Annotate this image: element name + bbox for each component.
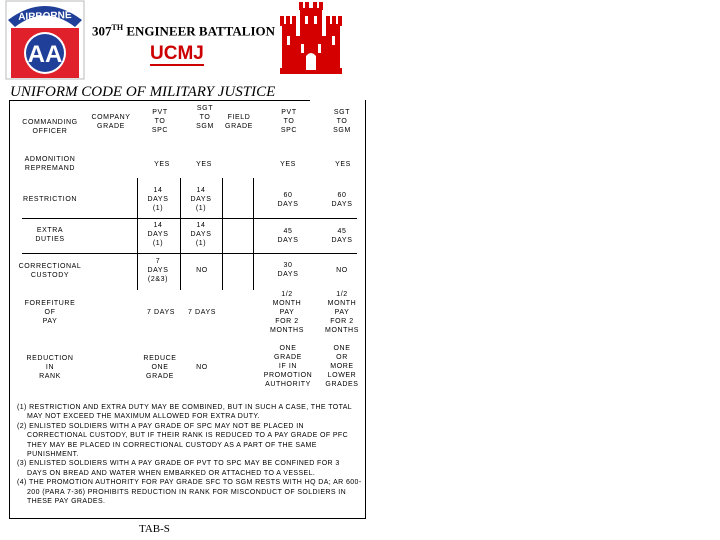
fg-sgt-cell: 60 DAYS — [331, 192, 353, 208]
row-label: EXTRA DUTIES — [35, 227, 65, 243]
grid-line — [22, 253, 357, 254]
cg-pvt-cell: 14 DAYS (1) — [147, 187, 169, 212]
aa-text: AA — [27, 41, 63, 68]
cg-pvt-cell: REDUCE ONE GRADE — [143, 355, 177, 380]
fg-sgt-cell: YES — [335, 161, 351, 168]
cg-sgt-cell: 14 DAYS (1) — [190, 187, 212, 212]
fg-sgt-cell: NO — [336, 267, 348, 274]
fg-pvt-cell: ONE GRADE IF IN PROMOTION AUTHORITY — [263, 345, 313, 388]
cg-sgt-cell: NO — [196, 364, 208, 371]
footnotes — [17, 403, 362, 506]
header-cg-sgt-sgm: SGT TO SGM — [196, 105, 214, 130]
grid-line — [180, 178, 181, 290]
fg-pvt-cell: 30 DAYS — [277, 262, 299, 278]
footnote: (1) RESTRICTION AND EXTRA DUTY MAY BE COMBINED, BUT IN SUCH A CASE, THE TOTAL MAY NOT EXCEED THE MAXIMUM ALLOWED FOR EXTRA DUTY. — [17, 404, 352, 421]
row-label: FOREFITURE OF PAY — [24, 300, 76, 325]
airborne-tab-text: AIRBORNE — [18, 10, 72, 23]
battalion-header: 307TH ENGINEER BATTALION — [92, 23, 275, 39]
fg-pvt-cell: 1/2 MONTH PAY FOR 2 MONTHS — [270, 291, 304, 334]
cg-pvt-cell: 7 DAYS — [147, 309, 175, 316]
grid-line — [253, 178, 254, 290]
fg-sgt-cell: 1/2 MONTH PAY FOR 2 MONTHS — [325, 291, 359, 334]
cg-sgt-cell: NO — [196, 267, 208, 274]
airborne-patch-logo — [5, 0, 85, 80]
header-commanding-officer: COMMANDING OFFICER — [22, 119, 78, 135]
header-field-grade: FIELD GRADE — [225, 114, 253, 130]
footnote: (4) THE PROMOTION AUTHORITY FOR PAY GRADE SFC TO SGM RESTS WITH HQ DA; AR 600-200 (PARA 7-36) PROHIBITS REDUCTION IN RANK FOR MISCONDUCT OF SOLDIERS IN THESE PAY GRADES. — [17, 479, 362, 506]
grid-line — [222, 178, 223, 290]
cg-sgt-cell: YES — [196, 161, 212, 168]
subtitle: UNIFORM CODE OF MILITARY JUSTICE — [10, 84, 276, 100]
row-label: ADMONITION REPREMAND — [24, 156, 76, 172]
cg-sgt-cell: 14 DAYS (1) — [190, 222, 212, 247]
header-fg-pvt-spc: PVT TO SPC — [280, 109, 298, 134]
cg-pvt-cell: 7 DAYS (2&3) — [147, 258, 169, 283]
row-label: RESTRICTION — [22, 196, 78, 203]
fg-sgt-cell: ONE OR MORE LOWER GRADES — [325, 345, 359, 388]
footnote: (3) ENLISTED SOLDIERS WITH A PAY GRADE OF PVT TO SPC MAY BE CONFINED FOR 3 DAYS ON BREAD AND WATER WHEN EMBARKED OR ATTACHED TO A VESSEL. — [17, 460, 340, 477]
cg-pvt-cell: YES — [154, 161, 170, 168]
fg-pvt-cell: 60 DAYS — [277, 192, 299, 208]
page-title: UCMJ — [150, 43, 204, 64]
header-fg-sgt-sgm: SGT TO SGM — [333, 109, 351, 134]
header-company-grade: COMPANY GRADE — [91, 114, 131, 130]
row-label: REDUCTION IN RANK — [26, 355, 74, 380]
grid-line — [137, 178, 138, 290]
cg-sgt-cell: 7 DAYS — [188, 309, 216, 316]
header-cg-pvt-spc: PVT TO SPC — [151, 109, 169, 134]
footnote: (2) ENLISTED SOLDIERS WITH A PAY GRADE OF SPC MAY NOT BE PLACED IN CORRECTIONAL CUSTODY, BUT IF THEIR RANK IS REDUCED TO A PAY GRADE OF PFC THEY MAY BE PLACED IN CORRECTIONAL CUSTODY AS A PART OF THE SAME PUNISHMENT. — [17, 422, 349, 459]
cg-pvt-cell: 14 DAYS (1) — [147, 222, 169, 247]
fg-pvt-cell: 45 DAYS — [277, 228, 299, 244]
row-label: CORRECTIONAL CUSTODY — [18, 263, 82, 279]
tab-label: TAB-S — [139, 523, 170, 535]
fg-sgt-cell: 45 DAYS — [331, 228, 353, 244]
engineer-castle-logo — [280, 2, 342, 76]
fg-pvt-cell: YES — [280, 161, 296, 168]
grid-line — [22, 218, 357, 219]
